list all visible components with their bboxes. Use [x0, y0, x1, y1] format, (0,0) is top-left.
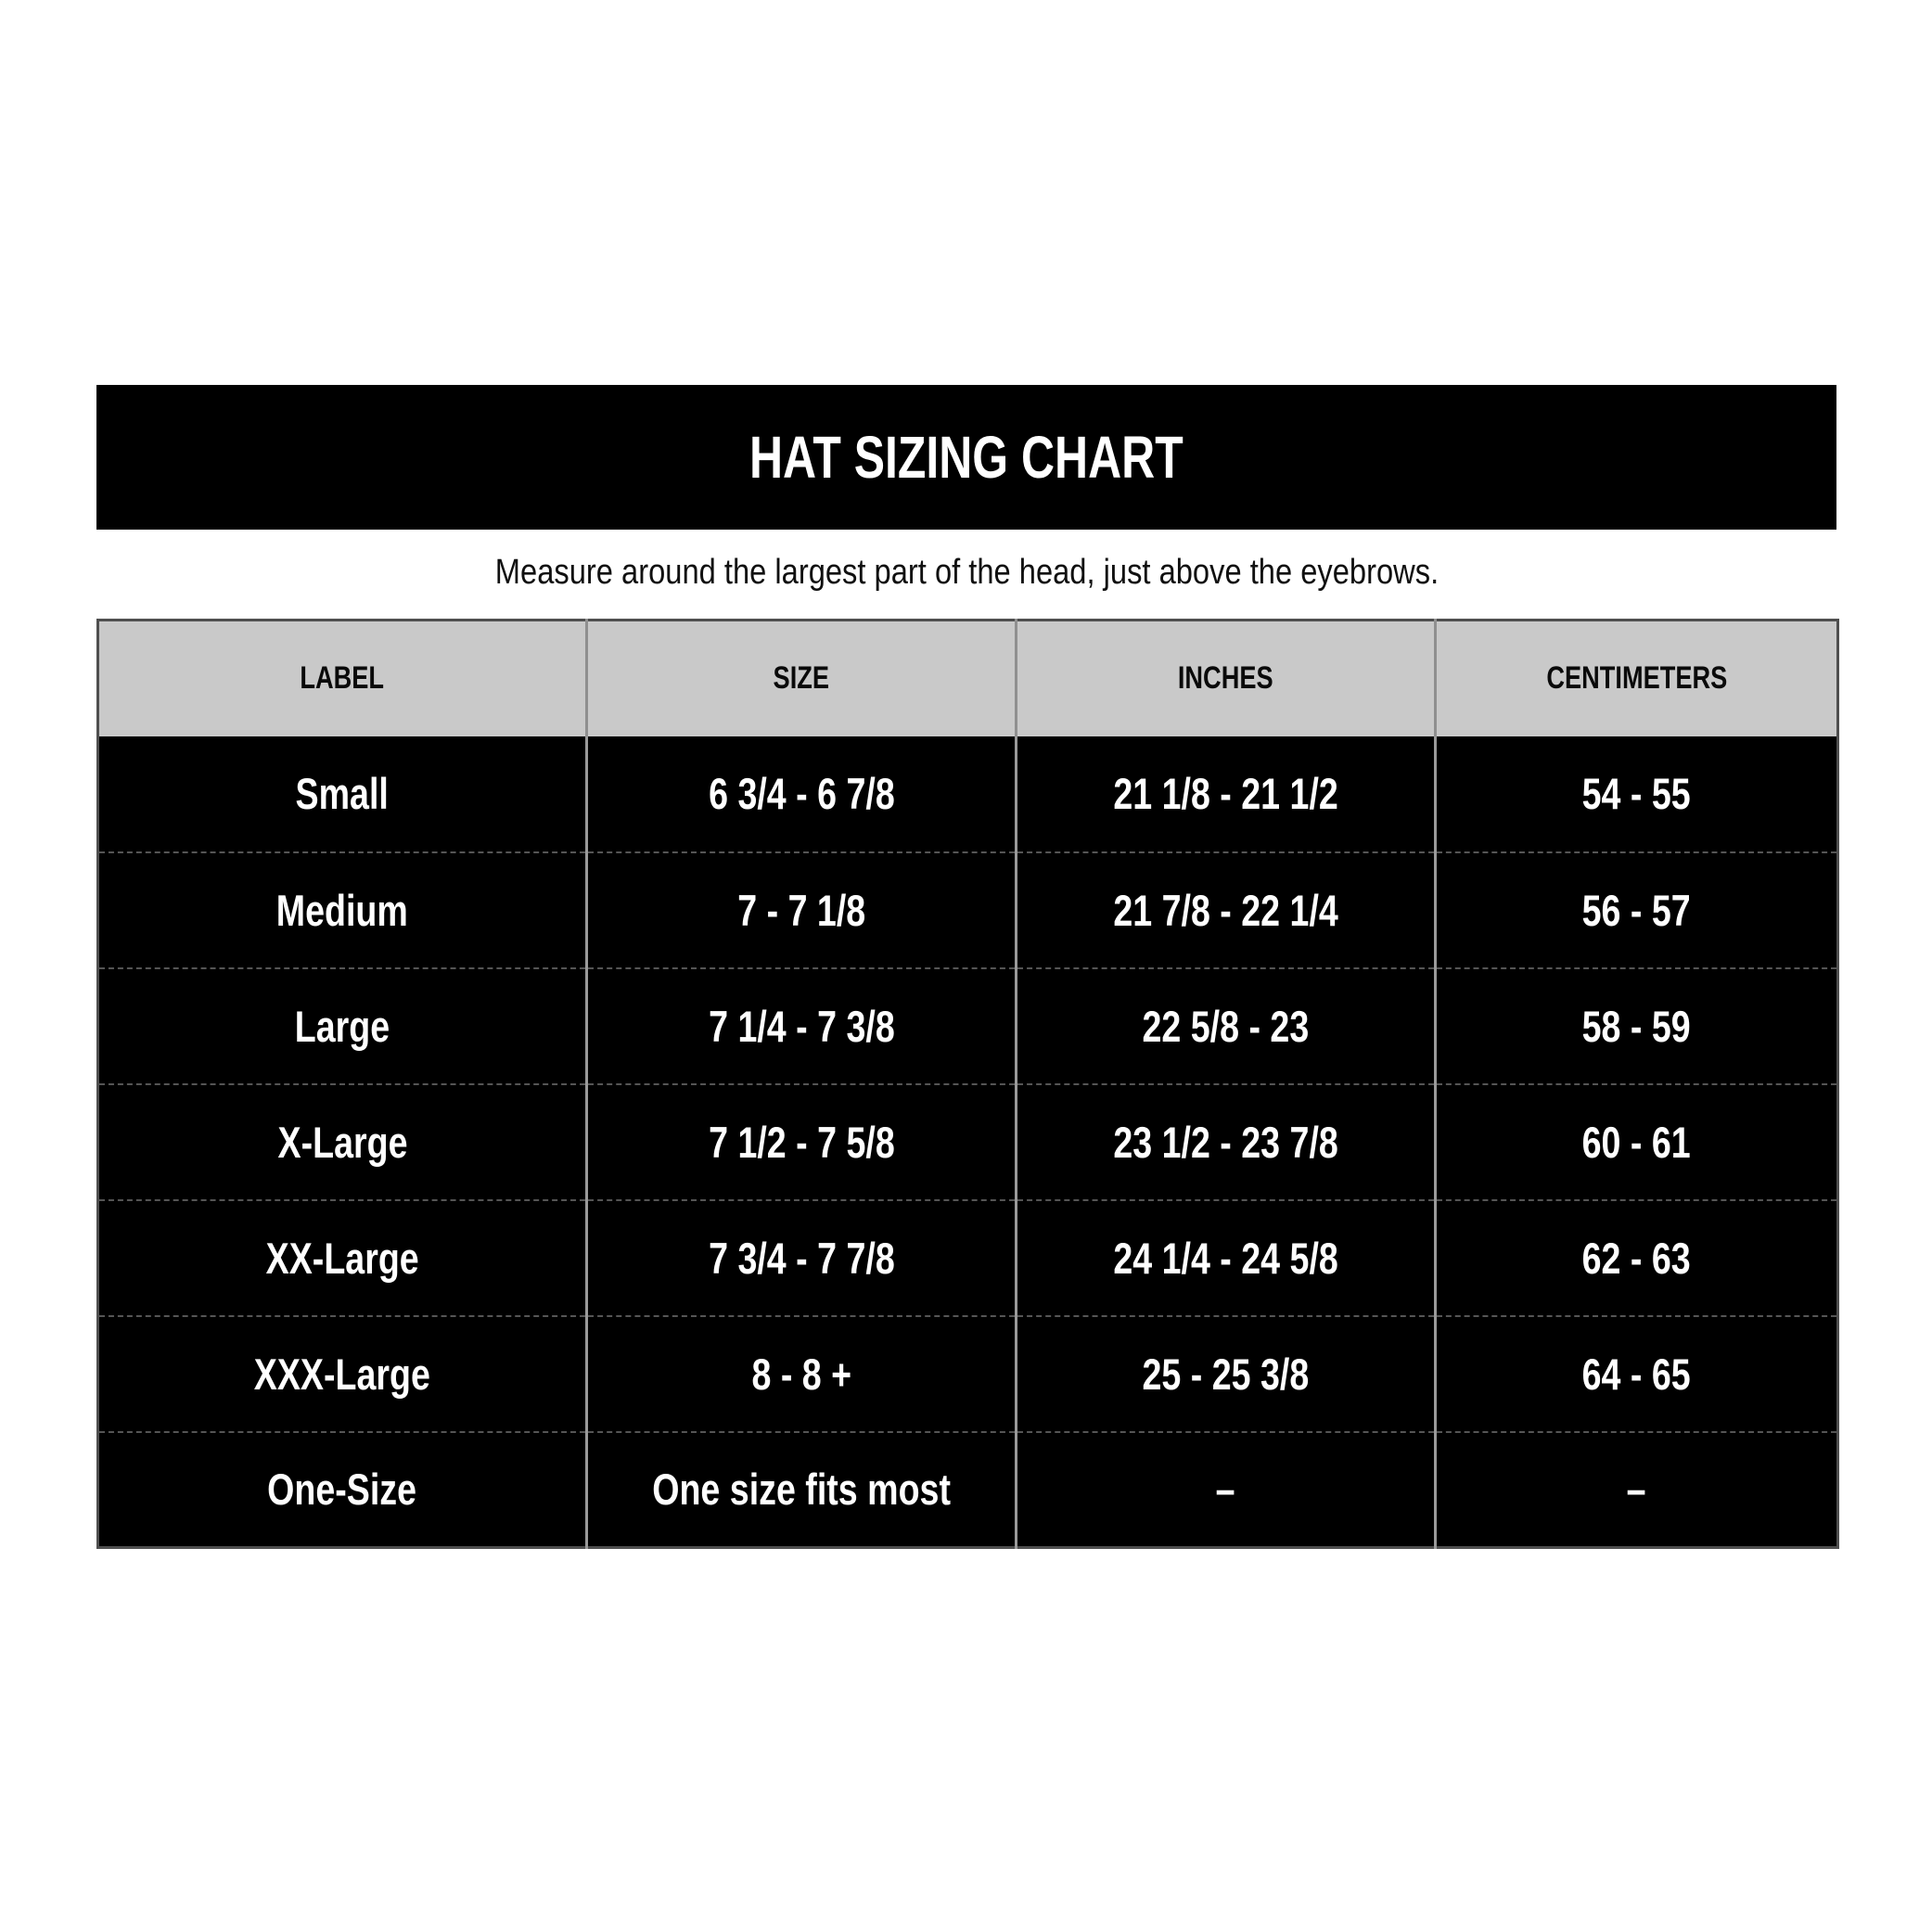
- table-header: [98, 621, 1838, 736]
- cell-inches: [1017, 1084, 1436, 1200]
- cell-label: [98, 1432, 587, 1548]
- cell-label: [98, 1084, 587, 1200]
- cell-centimeters-text: 58 - 59: [1581, 1001, 1692, 1051]
- cell-inches: [1017, 968, 1436, 1084]
- cell-inches: [1017, 852, 1436, 968]
- cell-inches: [1017, 1316, 1436, 1432]
- cell-centimeters: [1436, 1200, 1838, 1316]
- hat-sizing-table: [96, 619, 1839, 1549]
- cell-size: [587, 968, 1017, 1084]
- column-header-inches-text: INCHES: [1178, 660, 1273, 697]
- cell-centimeters-text: 54 - 55: [1581, 769, 1692, 818]
- cell-size: [587, 1432, 1017, 1548]
- column-header-label: [98, 621, 587, 736]
- cell-inches-text: –: [1216, 1465, 1235, 1515]
- cell-centimeters: [1436, 1084, 1838, 1200]
- column-header-label-text: LABEL: [300, 660, 385, 697]
- cell-inches-text: 21 1/8 - 21 1/2: [1113, 769, 1338, 818]
- header-row: [98, 621, 1838, 736]
- column-header-inches: [1017, 621, 1436, 736]
- cell-size-text: One size fits most: [652, 1465, 951, 1515]
- cell-centimeters: [1436, 852, 1838, 968]
- column-header-size: [587, 621, 1017, 736]
- cell-centimeters-text: 64 - 65: [1581, 1349, 1692, 1399]
- cell-label-text: One-Size: [267, 1465, 417, 1515]
- cell-label-text: Large: [294, 1001, 390, 1051]
- table-row: [98, 1316, 1838, 1432]
- cell-label-text: XX-Large: [265, 1233, 419, 1283]
- cell-label: [98, 736, 587, 852]
- column-header-centimeters: [1436, 621, 1838, 736]
- cell-size: [587, 1316, 1017, 1432]
- cell-inches-text: 23 1/2 - 23 7/8: [1113, 1117, 1338, 1167]
- cell-centimeters: [1436, 968, 1838, 1084]
- cell-inches-text: 22 5/8 - 23: [1142, 1001, 1310, 1051]
- table-row: [98, 1084, 1838, 1200]
- column-header-size-text: SIZE: [773, 660, 830, 697]
- cell-size: [587, 852, 1017, 968]
- cell-centimeters-text: 62 - 63: [1581, 1233, 1692, 1283]
- cell-centimeters: [1436, 736, 1838, 852]
- cell-size: [587, 1084, 1017, 1200]
- table-row: [98, 968, 1838, 1084]
- cell-inches: [1017, 1200, 1436, 1316]
- table-row: [98, 1432, 1838, 1548]
- measurement-instruction: [96, 553, 1836, 593]
- page-title: HAT SIZING CHART: [749, 424, 1184, 491]
- cell-label: [98, 968, 587, 1084]
- cell-centimeters: [1436, 1432, 1838, 1548]
- cell-size-text: 7 - 7 1/8: [737, 885, 865, 935]
- table-row: [98, 736, 1838, 852]
- cell-size-text: 8 - 8 +: [751, 1349, 851, 1399]
- cell-label: [98, 1200, 587, 1316]
- cell-inches: [1017, 1432, 1436, 1548]
- cell-label: [98, 852, 587, 968]
- cell-inches-text: 25 - 25 3/8: [1142, 1349, 1310, 1399]
- cell-centimeters-text: 56 - 57: [1581, 885, 1692, 935]
- cell-label-text: XXX-Large: [253, 1349, 431, 1399]
- table-row: [98, 1200, 1838, 1316]
- cell-label-text: X-Large: [277, 1117, 407, 1167]
- cell-size-text: 7 3/4 - 7 7/8: [708, 1233, 895, 1283]
- cell-label-text: Medium: [275, 885, 409, 935]
- measurement-instruction-text: Measure around the largest part of the head, just above the eyebrows.: [494, 553, 1439, 592]
- title-banner: [96, 385, 1836, 530]
- column-header-centimeters-text: CENTIMETERS: [1546, 660, 1727, 697]
- cell-centimeters: [1436, 1316, 1838, 1432]
- cell-label-text: Small: [295, 769, 390, 818]
- cell-size: [587, 1200, 1017, 1316]
- cell-label: [98, 1316, 587, 1432]
- cell-inches: [1017, 736, 1436, 852]
- cell-size-text: 7 1/4 - 7 3/8: [708, 1001, 895, 1051]
- table-row: [98, 852, 1838, 968]
- cell-size: [587, 736, 1017, 852]
- cell-centimeters-text: 60 - 61: [1581, 1117, 1692, 1167]
- cell-inches-text: 24 1/4 - 24 5/8: [1113, 1233, 1338, 1283]
- cell-size-text: 7 1/2 - 7 5/8: [708, 1117, 895, 1167]
- table-body: [98, 736, 1838, 1548]
- cell-inches-text: 21 7/8 - 22 1/4: [1113, 885, 1338, 935]
- cell-centimeters-text: –: [1627, 1465, 1646, 1515]
- cell-size-text: 6 3/4 - 6 7/8: [708, 769, 895, 818]
